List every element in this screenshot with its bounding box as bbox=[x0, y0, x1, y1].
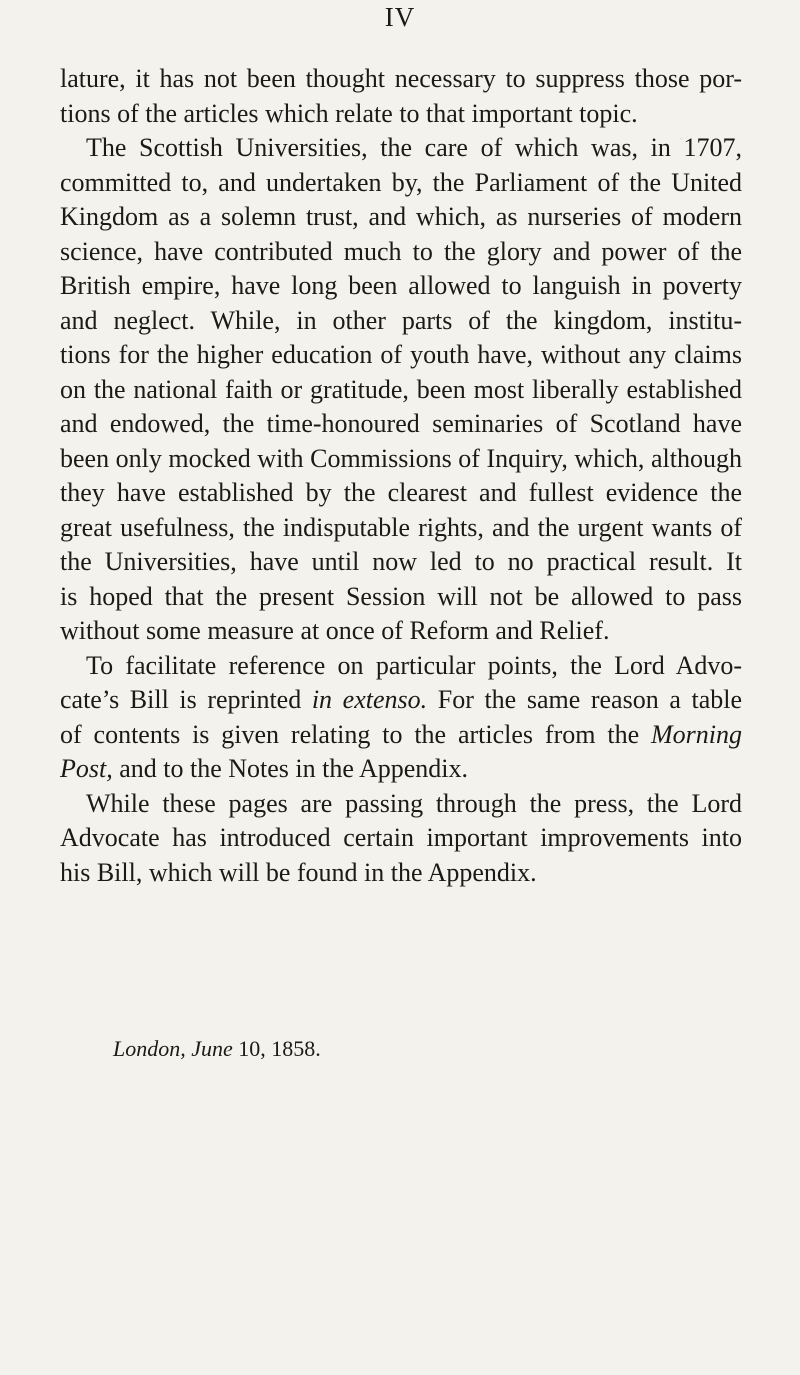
italic-phrase: in extenso. bbox=[311, 685, 428, 714]
text-line: and endowed, the time-honoured seminaries of Scotland have bbox=[60, 409, 742, 438]
text-line: Advocate has introduced certain important improvements into bbox=[60, 823, 742, 852]
dateline bbox=[113, 1036, 321, 1062]
text-line: Kingdom as a solemn trust, and which, as nurseries of modern bbox=[60, 202, 742, 231]
paragraph-start-line: To facilitate reference on particular points, the Lord Advo- bbox=[86, 650, 742, 680]
text-line: they have established by the clearest and fullest evidence the bbox=[60, 478, 742, 507]
paragraph-start-line: The Scottish Universities, the care of which was, in 1707, bbox=[86, 133, 742, 162]
text-line: tions of the articles which relate to that important topic. bbox=[60, 98, 638, 128]
text-line: on the national faith or gratitude, been most liberally established bbox=[60, 374, 742, 404]
text-line: British empire, have long been allowed to languish in poverty bbox=[60, 271, 742, 300]
text-line bbox=[60, 752, 742, 787]
text-line: without some measure at once of Reform and Relief. bbox=[60, 616, 610, 645]
italic-phrase: Post, bbox=[60, 754, 113, 783]
paragraph-start-line: While these pages are passing through the press, the Lord bbox=[86, 788, 742, 818]
dateline-place: London, bbox=[113, 1036, 186, 1061]
body-text bbox=[60, 62, 742, 890]
text-line bbox=[60, 718, 742, 753]
dateline-date: 10, 1858. bbox=[232, 1036, 321, 1061]
text-line: committed to, and undertaken by, the Parliament of the United bbox=[60, 167, 742, 197]
page-number: IV bbox=[384, 2, 416, 32]
text-line: been only mocked with Commissions of Inquiry, which, although bbox=[60, 443, 742, 473]
text-line: is hoped that the present Session will not be allowed to pass bbox=[60, 581, 742, 611]
text-line: the Universities, have until now led to no practical result. It bbox=[60, 547, 742, 576]
text-line bbox=[60, 683, 742, 718]
text-run: of contents is given relating to the articles from the bbox=[60, 719, 651, 749]
text-line: great usefulness, the indisputable rights, and the urgent wants of bbox=[60, 512, 742, 542]
text-run: cate’s Bill is reprinted bbox=[60, 685, 312, 714]
text-line: his Bill, which will be found in the Appendix. bbox=[60, 857, 537, 887]
italic-phrase: Morning bbox=[651, 719, 742, 749]
text-line: science, have contributed much to the glory and power of the bbox=[60, 236, 742, 266]
text-run: and to the Notes in the Appendix. bbox=[112, 754, 469, 783]
text-run: For the same reason a table bbox=[427, 685, 743, 714]
text-line: tions for the higher education of youth have, without any claims bbox=[60, 340, 742, 369]
text-line: and neglect. While, in other parts of the kingdom, institu- bbox=[60, 305, 742, 335]
text-line: lature, it has not been thought necessary to suppress those por- bbox=[60, 64, 742, 93]
dateline-month: June bbox=[191, 1036, 233, 1061]
